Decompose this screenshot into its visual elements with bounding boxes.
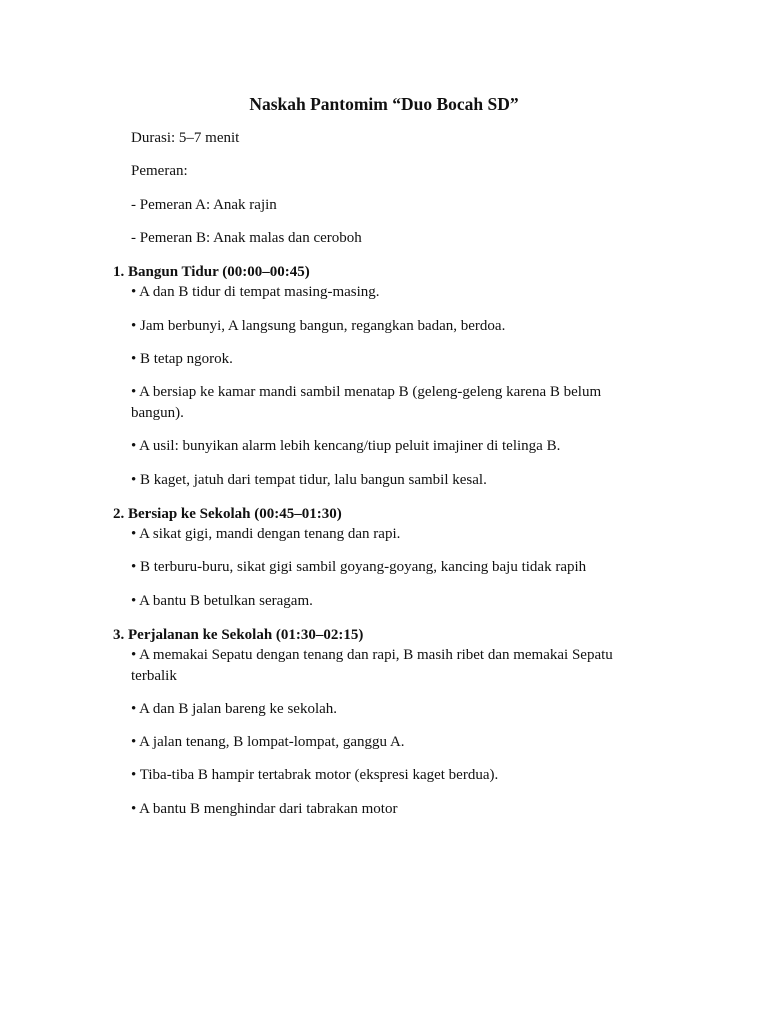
list-item: • A dan B jalan bareng ke sekolah. bbox=[131, 701, 338, 717]
list-item: • B terburu-buru, sikat gigi sambil goyang-goyang, kancing baju tidak rapih bbox=[131, 559, 587, 575]
list-item: • A memakai Sepatu dengan tenang dan rapi, B masih ribet dan memakai Sepatu terbalik bbox=[131, 647, 613, 684]
list-item: • A sikat gigi, mandi dengan tenang dan rapi. bbox=[131, 526, 401, 542]
cast-b-line: - Pemeran B: Anak malas dan ceroboh bbox=[131, 230, 362, 246]
list-item: • A bantu B betulkan seragam. bbox=[131, 593, 313, 609]
list-item: • A bantu B menghindar dari tabrakan motor bbox=[131, 801, 398, 817]
list-item: • B tetap ngorok. bbox=[131, 351, 233, 367]
cast-label: Pemeran: bbox=[131, 163, 188, 179]
list-item: • Tiba-tiba B hampir tertabrak motor (ekspresi kaget berdua). bbox=[131, 767, 499, 783]
list-item: • A bersiap ke kamar mandi sambil menatap B (geleng-geleng karena B belum bangun). bbox=[131, 384, 602, 421]
list-item: • Jam berbunyi, A langsung bangun, regangkan badan, berdoa. bbox=[131, 318, 506, 334]
duration-line: Durasi: 5–7 menit bbox=[131, 130, 240, 146]
section-3-heading: 3. Perjalanan ke Sekolah (01:30–02:15) bbox=[113, 627, 364, 643]
document-title: Naskah Pantomim “Duo Bocah SD” bbox=[249, 94, 519, 114]
list-item: • B kaget, jatuh dari tempat tidur, lalu bangun sambil kesal. bbox=[131, 472, 487, 488]
section-1-heading: 1. Bangun Tidur (00:00–00:45) bbox=[113, 264, 310, 280]
list-item: • A jalan tenang, B lompat-lompat, ganggu A. bbox=[131, 734, 405, 750]
list-item: • A usil: bunyikan alarm lebih kencang/tiup peluit imajiner di telinga B. bbox=[131, 438, 561, 454]
cast-a-line: - Pemeran A: Anak rajin bbox=[131, 197, 277, 213]
section-2-heading: 2. Bersiap ke Sekolah (00:45–01:30) bbox=[113, 506, 342, 522]
list-item: • A dan B tidur di tempat masing-masing. bbox=[131, 284, 380, 300]
